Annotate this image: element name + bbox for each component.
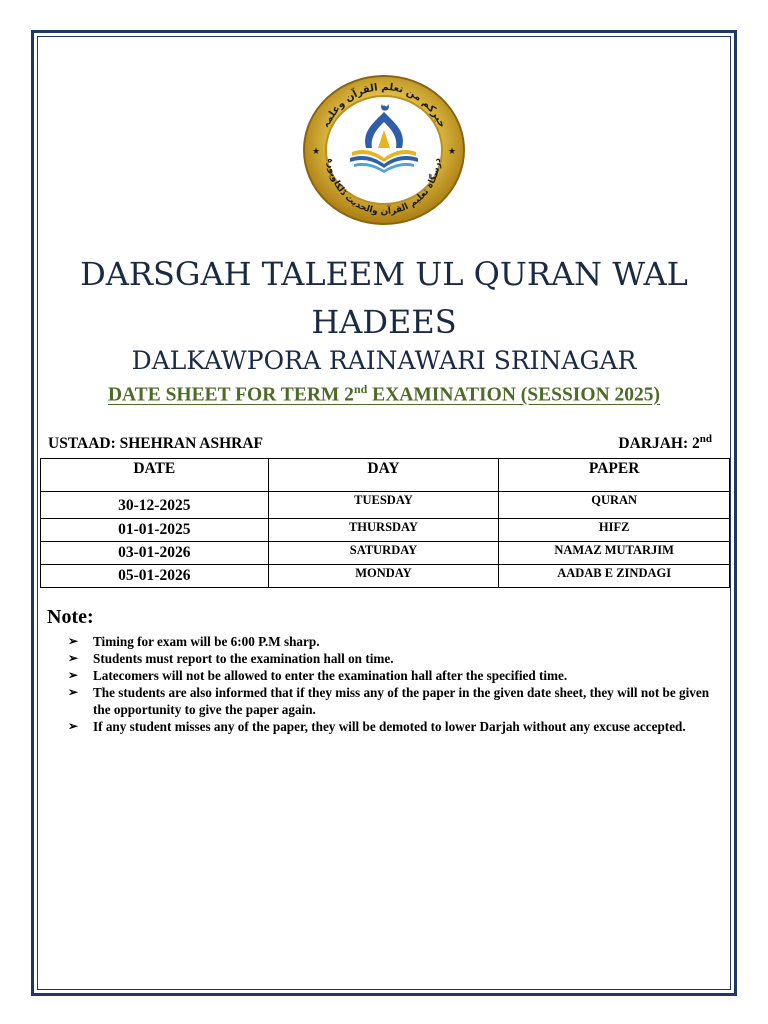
arrow-bullet-icon: ➢	[68, 685, 79, 699]
cell-day: SATURDAY	[268, 542, 499, 565]
table-header-row	[41, 459, 730, 492]
header-date: DATE	[41, 459, 269, 492]
page-title	[60, 250, 708, 346]
cell-date: 30-12-2025	[41, 492, 269, 519]
notes-list	[68, 633, 718, 735]
ustaad-label: USTAAD: SHEHRAN ASHRAF	[48, 435, 264, 452]
note-heading: Note:	[47, 606, 94, 628]
note-text: Students must report to the examination hall on time.	[93, 651, 394, 666]
datesheet-heading	[40, 382, 728, 407]
title-line-1: DARSGAH TALEEM UL QURAN WAL	[80, 255, 688, 293]
note-text: The students are also informed that if they miss any of the paper in the given date sheet, they will not be given the opportunity to give the paper again.	[93, 685, 710, 717]
header-day: DAY	[268, 459, 499, 492]
datesheet-suffix: EXAMINATION (SESSION 2025)	[367, 384, 661, 406]
svg-text:★: ★	[312, 147, 321, 157]
darjah-prefix: DARJAH: 2	[618, 435, 700, 453]
arrow-bullet-icon: ➢	[68, 668, 79, 682]
institution-logo	[302, 74, 466, 226]
list-item	[68, 684, 718, 718]
cell-date: 01-01-2025	[41, 519, 269, 542]
list-item	[68, 667, 718, 684]
darjah-label	[618, 433, 712, 453]
table-row	[41, 492, 730, 519]
table-row	[41, 565, 730, 588]
cell-paper: HIFZ	[499, 519, 730, 542]
cell-day: TUESDAY	[268, 492, 499, 519]
list-item	[68, 650, 718, 667]
list-item	[68, 633, 718, 650]
cell-paper: QURAN	[499, 492, 730, 519]
note-text: Latecomers will not be allowed to enter the examination hall after the specified time.	[93, 668, 568, 683]
darjah-ordinal: nd	[699, 433, 712, 445]
arrow-bullet-icon: ➢	[68, 634, 79, 648]
header-paper: PAPER	[499, 459, 730, 492]
arrow-bullet-icon: ➢	[68, 651, 79, 665]
table-row	[41, 519, 730, 542]
datesheet-ordinal: nd	[353, 382, 368, 396]
logo-outer-text-bottom: درسگاہ تعلیم القرآن والحدیث ڈلکاوپورہ	[324, 157, 444, 218]
table-row	[41, 542, 730, 565]
arrow-bullet-icon: ➢	[68, 719, 79, 733]
cell-day: THURSDAY	[268, 519, 499, 542]
svg-text:★: ★	[448, 147, 457, 157]
institution-address: DALKAWPORA RAINAWARI SRINAGAR	[131, 346, 637, 375]
datesheet-prefix: DATE SHEET FOR TERM 2	[107, 384, 354, 406]
exam-schedule-table	[40, 458, 730, 588]
cell-paper: AADAB E ZINDAGI	[499, 565, 730, 588]
cell-date: 03-01-2026	[41, 542, 269, 565]
title-line-2: HADEES	[311, 303, 457, 341]
cell-day: MONDAY	[268, 565, 499, 588]
note-text: Timing for exam will be 6:00 P.M sharp.	[93, 634, 320, 649]
list-item	[68, 718, 718, 735]
logo-outer-text-top: خیرکم من تعلم القرآن وعلمہ	[320, 81, 448, 130]
cell-date: 05-01-2026	[41, 565, 269, 588]
cell-paper: NAMAZ MUTARJIM	[499, 542, 730, 565]
note-text: If any student misses any of the paper, they will be demoted to lower Darjah without any excuse accepted.	[93, 719, 686, 734]
